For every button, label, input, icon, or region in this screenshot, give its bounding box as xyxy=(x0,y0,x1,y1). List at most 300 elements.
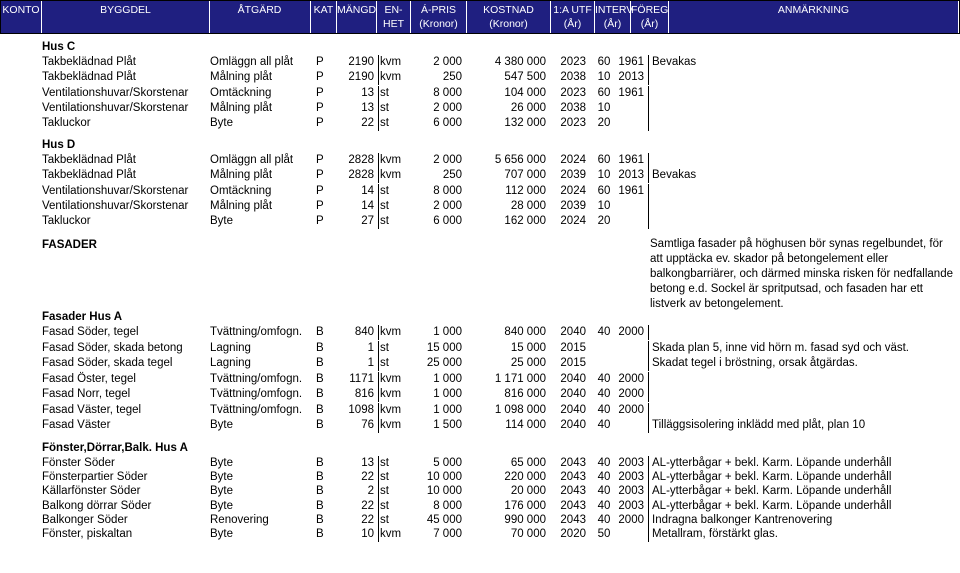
table-row xyxy=(0,341,960,356)
cell-7: 2038 xyxy=(560,101,586,114)
cell-0: Fasad Väster xyxy=(42,419,111,431)
cell-10: Skada plan 5, inne vid hörn m. fasad syd och väst. xyxy=(652,341,909,354)
cell-1: Byte xyxy=(210,215,234,228)
cell-2: B xyxy=(316,528,324,540)
column-rule xyxy=(648,456,649,471)
table-row xyxy=(0,214,960,229)
cell-4: kvm xyxy=(380,56,402,68)
cell-1: Omtäckning xyxy=(210,184,272,197)
cell-9: 2000 xyxy=(618,372,644,385)
table-row xyxy=(0,470,960,485)
cell-1: Målning plåt xyxy=(210,71,273,84)
cell-7: 2023 xyxy=(560,56,586,68)
cell-6: 816 000 xyxy=(504,388,546,400)
cell-5: 6 000 xyxy=(433,117,462,130)
cell-5: 1 000 xyxy=(433,326,462,338)
cell-2: P xyxy=(316,169,324,182)
cell-8: 60 xyxy=(597,86,611,99)
cell-1: Byte xyxy=(210,471,234,484)
column-rule xyxy=(378,184,379,199)
cell-8: 60 xyxy=(597,184,611,197)
cell-8: 40 xyxy=(597,372,611,385)
cell-6: 4 380 000 xyxy=(494,56,546,68)
column-rule xyxy=(378,153,379,168)
cell-7: 2038 xyxy=(560,71,586,84)
column-rule xyxy=(648,325,649,340)
column-rule xyxy=(378,199,379,214)
cell-0: Fönster Söder xyxy=(42,457,115,469)
cell-8: 20 xyxy=(597,117,611,130)
cell-7: 2015 xyxy=(560,341,586,354)
header-3: KAT xyxy=(311,1,337,33)
cell-4: kvm xyxy=(380,372,402,385)
cell-8: 10 xyxy=(597,71,611,84)
column-rule xyxy=(648,101,649,116)
column-rule xyxy=(378,325,379,340)
cell-3: 2190 xyxy=(348,71,374,84)
fasader-note: Samtliga fasader på höghusen bör synas regelbundet, för att upptäcka ev. skador på betongelement eller balkongbarriärer, och därmed minska risken för nedfallande betong e.d. Sockel är spritputsad, och fasaden har ett listverk av betongelement. xyxy=(650,238,953,310)
table-row xyxy=(0,403,960,418)
cell-4: st xyxy=(380,457,389,469)
cell-10: Bevakas xyxy=(652,169,697,182)
cell-6: 25 000 xyxy=(510,357,546,369)
cell-8: 20 xyxy=(597,215,611,228)
table-row xyxy=(0,101,960,116)
table-row xyxy=(0,199,960,214)
cell-8: 40 xyxy=(597,513,611,526)
cell-8: 40 xyxy=(597,457,611,469)
cell-8: 10 xyxy=(597,101,611,114)
cell-6: 114 000 xyxy=(505,419,546,431)
cell-7: 2015 xyxy=(560,357,586,369)
cell-2: P xyxy=(316,71,324,84)
cell-3: 1 xyxy=(367,357,374,369)
section-title-text: Fönster,Dörrar,Balk. Hus A xyxy=(42,442,188,454)
cell-6: 176 000 xyxy=(504,499,546,512)
cell-1: Tvättning/omfogn. xyxy=(210,388,303,400)
cell-4: kvm xyxy=(380,403,402,416)
cell-6: 220 000 xyxy=(504,471,546,484)
cell-9: 2003 xyxy=(618,499,644,512)
section-title xyxy=(0,138,960,153)
cell-1: Omtäckning xyxy=(210,86,272,99)
cell-0: Ventilationshuvar/Skorstenar xyxy=(42,199,189,212)
cell-7: 2040 xyxy=(560,403,586,416)
cell-5: 8 000 xyxy=(433,499,462,512)
cell-4: st xyxy=(380,485,389,498)
cell-3: 76 xyxy=(361,419,374,431)
cell-5: 15 000 xyxy=(426,341,462,354)
cell-0: Fasad Väster, tegel xyxy=(42,403,142,416)
column-rule xyxy=(648,356,649,371)
cell-7: 2039 xyxy=(560,199,586,212)
cell-8: 40 xyxy=(597,471,611,484)
cell-5: 6 000 xyxy=(433,215,462,228)
cell-1: Lagning xyxy=(210,341,251,354)
cell-0: Takbeklädnad Plåt xyxy=(42,56,136,68)
cell-6: 26 000 xyxy=(510,101,546,114)
cell-1: Tvättning/omfogn. xyxy=(210,372,303,385)
cell-4: st xyxy=(380,86,389,99)
cell-0: Takbeklädnad Plåt xyxy=(42,169,136,182)
cell-2: B xyxy=(316,341,324,354)
cell-0: Takbeklädnad Plåt xyxy=(42,71,136,84)
column-rule xyxy=(378,484,379,499)
cell-5: 10 000 xyxy=(426,471,462,484)
fasader-heading-text: FASADER xyxy=(42,239,97,251)
cell-1: Byte xyxy=(210,457,234,469)
cell-2: B xyxy=(316,388,324,400)
cell-4: st xyxy=(380,341,389,354)
cell-1: Byte xyxy=(210,499,234,512)
table-row xyxy=(0,527,960,542)
cell-6: 112 000 xyxy=(505,184,546,197)
cell-2: P xyxy=(316,101,324,114)
header-9: INTERV (År) xyxy=(595,1,631,33)
cell-1: Byte xyxy=(210,117,234,130)
cell-9: 1961 xyxy=(618,86,644,99)
cell-3: 22 xyxy=(361,471,374,484)
header-5: EN- HET xyxy=(377,1,411,33)
cell-8: 40 xyxy=(597,499,611,512)
cell-7: 2040 xyxy=(560,419,586,431)
cell-4: kvm xyxy=(380,169,402,182)
cell-6: 15 000 xyxy=(510,341,546,354)
cell-7: 2023 xyxy=(560,117,586,130)
section-title xyxy=(0,310,960,325)
cell-5: 8 000 xyxy=(433,86,462,99)
cell-2: P xyxy=(316,199,324,212)
cell-0: Fasad Söder, skada betong xyxy=(42,341,183,354)
cell-3: 27 xyxy=(361,215,374,228)
cell-5: 45 000 xyxy=(426,513,462,526)
cell-9: 2000 xyxy=(618,403,644,416)
cell-9: 2000 xyxy=(618,388,644,400)
cell-1: Målning plåt xyxy=(210,199,273,212)
cell-5: 5 000 xyxy=(433,457,462,469)
cell-2: B xyxy=(316,372,324,385)
cell-1: Renovering xyxy=(210,513,269,526)
cell-8: 40 xyxy=(597,403,611,416)
cell-10: AL-ytterbågar + bekl. Karm. Löpande underhåll xyxy=(652,485,892,498)
table-row xyxy=(0,372,960,387)
cell-10: Tilläggsisolering inklädd med plåt, plan 10 xyxy=(652,419,866,431)
cell-6: 1 098 000 xyxy=(494,403,546,416)
cell-8: 60 xyxy=(597,56,611,68)
column-rule xyxy=(378,499,379,514)
cell-9: 2003 xyxy=(618,485,644,498)
cell-6: 104 000 xyxy=(504,86,546,99)
column-rule xyxy=(648,199,649,214)
header-7: KOSTNAD (Kronor) xyxy=(467,1,551,33)
cell-7: 2023 xyxy=(560,86,586,99)
cell-4: st xyxy=(380,184,389,197)
cell-9: 2013 xyxy=(618,169,644,182)
cell-9: 1961 xyxy=(618,154,644,166)
table-row xyxy=(0,153,960,168)
table-row xyxy=(0,484,960,499)
cell-4: st xyxy=(380,499,389,512)
table-row xyxy=(0,184,960,199)
section-title-text: Hus D xyxy=(42,139,76,151)
cell-2: P xyxy=(316,154,324,166)
cell-7: 2043 xyxy=(560,499,586,512)
cell-7: 2043 xyxy=(560,485,586,498)
cell-7: 2040 xyxy=(560,372,586,385)
cell-7: 2040 xyxy=(560,388,586,400)
cell-10: AL-ytterbågar + bekl. Karm. Löpande underhåll xyxy=(652,499,892,512)
cell-0: Takbeklädnad Plåt xyxy=(42,154,136,166)
column-rule xyxy=(648,168,649,183)
cell-5: 2 000 xyxy=(433,101,462,114)
column-rule xyxy=(648,499,649,514)
cell-4: st xyxy=(380,215,389,228)
cell-1: Byte xyxy=(210,528,234,540)
column-rule xyxy=(378,403,379,418)
cell-4: st xyxy=(380,199,389,212)
cell-3: 22 xyxy=(361,513,374,526)
table-row xyxy=(0,499,960,514)
cell-6: 5 656 000 xyxy=(494,154,546,166)
cell-10: AL-ytterbågar + bekl. Karm. Löpande underhåll xyxy=(652,471,892,484)
column-rule xyxy=(378,101,379,116)
section-title-text: Fasader Hus A xyxy=(42,311,123,323)
cell-2: B xyxy=(316,403,324,416)
cell-7: 2043 xyxy=(560,457,586,469)
column-rule xyxy=(648,214,649,229)
column-rule xyxy=(648,86,649,101)
column-rule xyxy=(378,456,379,471)
cell-3: 10 xyxy=(361,528,374,540)
table-row xyxy=(0,70,960,85)
cell-7: 2024 xyxy=(560,154,586,166)
header-0: KONTO xyxy=(1,1,42,33)
table-row xyxy=(0,418,960,433)
cell-3: 1171 xyxy=(349,372,374,385)
cell-8: 10 xyxy=(597,199,611,212)
header-4: MÄNGD xyxy=(337,1,377,33)
cell-5: 1 000 xyxy=(433,388,462,400)
column-rule xyxy=(648,184,649,199)
cell-3: 22 xyxy=(361,499,374,512)
cell-5: 250 xyxy=(442,71,462,84)
cell-4: kvm xyxy=(380,419,402,431)
cell-4: st xyxy=(380,117,389,130)
cell-5: 10 000 xyxy=(426,485,462,498)
cell-8: 40 xyxy=(597,326,611,338)
cell-0: Ventilationshuvar/Skorstenar xyxy=(42,184,189,197)
cell-1: Byte xyxy=(210,419,234,431)
cell-2: B xyxy=(316,419,324,431)
cell-4: st xyxy=(380,471,389,484)
cell-4: st xyxy=(380,357,389,369)
cell-0: Takluckor xyxy=(42,215,91,228)
column-rule xyxy=(648,372,649,387)
cell-3: 13 xyxy=(361,101,374,114)
table-row xyxy=(0,55,960,70)
cell-4: kvm xyxy=(380,388,402,400)
cell-8: 40 xyxy=(597,388,611,400)
column-rule xyxy=(378,214,379,229)
cell-5: 2 000 xyxy=(433,56,462,68)
cell-3: 13 xyxy=(361,86,374,99)
header-1: BYGGDEL xyxy=(42,1,210,33)
cell-4: st xyxy=(380,513,389,526)
cell-4: st xyxy=(380,101,389,114)
cell-6: 840 000 xyxy=(504,326,546,338)
table-row xyxy=(0,116,960,131)
cell-10: AL-ytterbågar + bekl. Karm. Löpande underhåll xyxy=(652,457,892,469)
table-header xyxy=(0,0,960,34)
header-11: ANMÄRKNING xyxy=(669,1,959,33)
cell-8: 50 xyxy=(597,528,611,540)
cell-10: Indragna balkonger Kantrenovering xyxy=(652,513,833,526)
cell-2: P xyxy=(316,86,324,99)
column-rule xyxy=(378,418,379,433)
cell-3: 1098 xyxy=(348,403,374,416)
cell-2: B xyxy=(316,457,324,469)
cell-7: 2039 xyxy=(560,169,586,182)
cell-4: kvm xyxy=(380,528,402,540)
cell-8: 10 xyxy=(597,169,611,182)
cell-3: 14 xyxy=(361,199,374,212)
section-title xyxy=(0,40,960,55)
cell-2: B xyxy=(316,471,324,484)
section-title-text: Hus C xyxy=(42,41,76,53)
cell-0: Ventilationshuvar/Skorstenar xyxy=(42,101,189,114)
cell-3: 816 xyxy=(354,388,374,400)
column-rule xyxy=(648,55,649,70)
cell-6: 707 000 xyxy=(504,169,546,182)
cell-0: Ventilationshuvar/Skorstenar xyxy=(42,86,189,99)
header-8: 1:A UTF (År) xyxy=(551,1,595,33)
table-row xyxy=(0,356,960,371)
column-rule xyxy=(378,341,379,356)
cell-0: Fasad Söder, skada tegel xyxy=(42,357,173,369)
table-row xyxy=(0,325,960,340)
column-rule xyxy=(648,403,649,418)
column-rule xyxy=(648,153,649,168)
cell-4: kvm xyxy=(380,154,402,166)
cell-5: 2 000 xyxy=(433,199,462,212)
table-row xyxy=(0,456,960,471)
cell-5: 1 000 xyxy=(433,372,462,385)
cell-0: Källarfönster Söder xyxy=(42,485,141,498)
cell-7: 2024 xyxy=(560,184,586,197)
cell-6: 1 171 000 xyxy=(494,372,546,385)
cell-3: 2828 xyxy=(348,154,374,166)
section-title xyxy=(0,441,960,456)
column-rule xyxy=(378,387,379,402)
column-rule xyxy=(648,418,649,433)
cell-9: 2000 xyxy=(618,326,644,338)
column-rule xyxy=(378,116,379,131)
cell-6: 28 000 xyxy=(510,199,546,212)
cell-4: kvm xyxy=(380,326,402,338)
cell-1: Tvättning/omfogn. xyxy=(210,326,303,338)
cell-9: 2003 xyxy=(618,471,644,484)
cell-7: 2024 xyxy=(560,215,586,228)
cell-2: P xyxy=(316,56,324,68)
column-rule xyxy=(378,356,379,371)
cell-1: Omläggn all plåt xyxy=(210,56,294,68)
cell-2: B xyxy=(316,485,324,498)
cell-6: 990 000 xyxy=(504,513,546,526)
cell-10: Metallram, förstärkt glas. xyxy=(652,528,778,540)
header-2: ÅTGÄRD xyxy=(209,1,311,33)
cell-6: 20 000 xyxy=(510,485,546,498)
cell-1: Målning plåt xyxy=(210,169,273,182)
column-rule xyxy=(378,86,379,101)
cell-0: Balkong dörrar Söder xyxy=(42,499,152,512)
cell-7: 2043 xyxy=(560,471,586,484)
cell-0: Fasad Norr, tegel xyxy=(42,388,131,400)
cell-2: B xyxy=(316,513,324,526)
cell-3: 840 xyxy=(354,326,374,338)
column-rule xyxy=(648,70,649,85)
cell-6: 162 000 xyxy=(504,215,546,228)
cell-9: 2000 xyxy=(618,513,644,526)
cell-3: 22 xyxy=(361,117,374,130)
table-row xyxy=(0,168,960,183)
cell-9: 1961 xyxy=(618,56,644,68)
cell-6: 547 500 xyxy=(504,71,546,84)
column-rule xyxy=(648,387,649,402)
cell-2: P xyxy=(316,117,324,130)
cell-3: 1 xyxy=(367,341,374,354)
header-6: Á-PRIS (Kronor) xyxy=(411,1,467,33)
cell-1: Målning plåt xyxy=(210,101,273,114)
cell-5: 2 000 xyxy=(433,154,462,166)
cell-8: 60 xyxy=(597,154,611,166)
cell-2: B xyxy=(316,326,324,338)
cell-0: Fönster, piskaltan xyxy=(42,528,133,540)
cell-8: 40 xyxy=(597,485,611,498)
column-rule xyxy=(378,527,379,542)
column-rule xyxy=(648,116,649,131)
cell-3: 14 xyxy=(361,184,374,197)
cell-2: P xyxy=(316,215,324,228)
cell-0: Takluckor xyxy=(42,117,91,130)
column-rule xyxy=(648,341,649,356)
cell-1: Byte xyxy=(210,485,234,498)
column-rule xyxy=(378,70,379,85)
column-rule xyxy=(648,513,649,528)
header-10: FÖREG (År) xyxy=(631,1,669,33)
table-row xyxy=(0,387,960,402)
cell-7: 2043 xyxy=(560,513,586,526)
column-rule xyxy=(648,484,649,499)
cell-9: 2013 xyxy=(618,71,644,84)
cell-2: B xyxy=(316,499,324,512)
cell-3: 13 xyxy=(361,457,374,469)
cell-9: 2003 xyxy=(618,457,644,469)
cell-10: Skadat tegel i bröstning, orsak åtgärdas. xyxy=(652,357,858,369)
cell-3: 2190 xyxy=(348,56,374,68)
cell-3: 2828 xyxy=(348,169,374,182)
cell-5: 7 000 xyxy=(433,528,462,540)
column-rule xyxy=(378,513,379,528)
cell-0: Balkonger Söder xyxy=(42,513,128,526)
cell-6: 65 000 xyxy=(510,457,546,469)
cell-1: Lagning xyxy=(210,357,251,369)
cell-3: 2 xyxy=(367,485,374,498)
column-rule xyxy=(378,168,379,183)
cell-0: Fasad Söder, tegel xyxy=(42,326,139,338)
cell-5: 25 000 xyxy=(426,357,462,369)
table-row xyxy=(0,513,960,528)
cell-1: Omläggn all plåt xyxy=(210,154,294,166)
